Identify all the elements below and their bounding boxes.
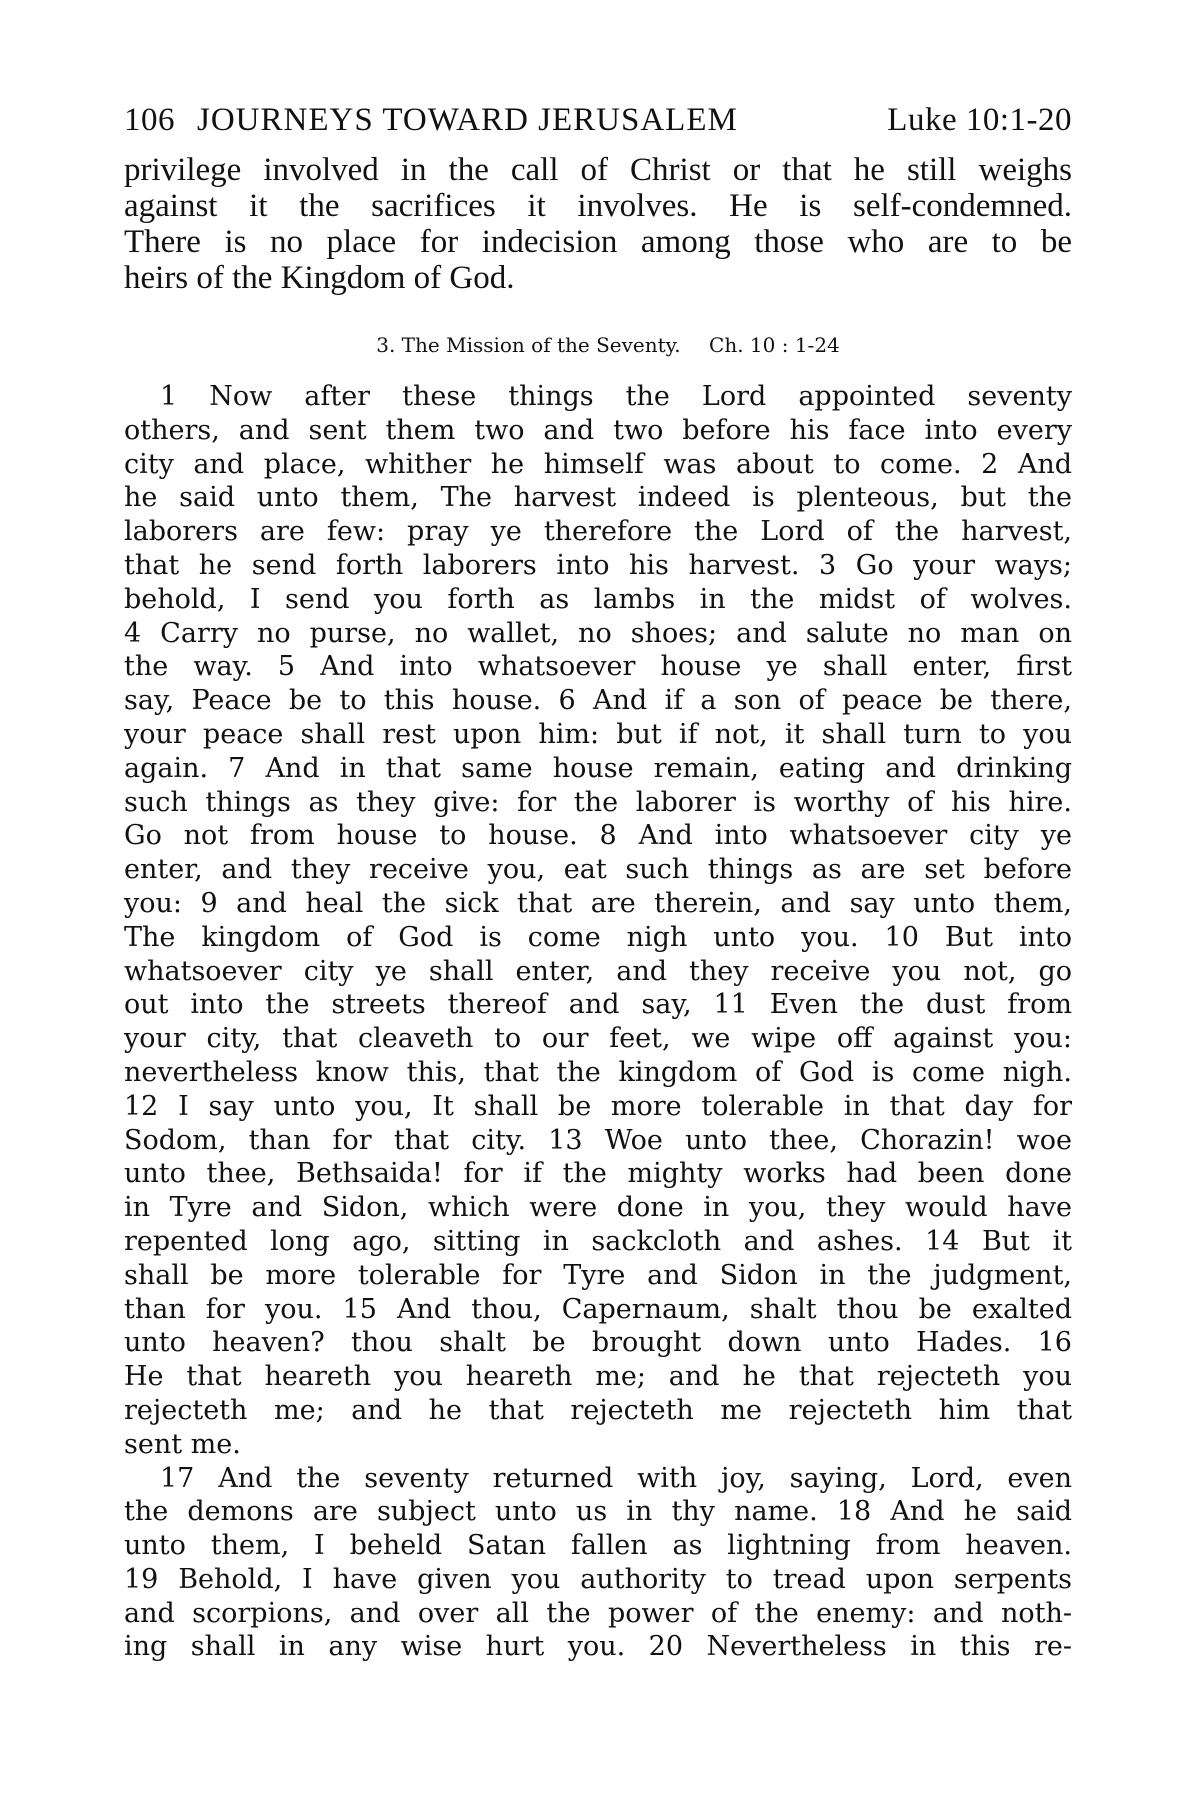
section-reference: Ch. 10 : 1-24 — [709, 333, 840, 357]
page-number: 106 — [124, 102, 175, 138]
scripture-reference: Luke 10:1-20 — [887, 102, 1072, 138]
verse-line: behold, I send you forth as lambs in the midst of wolves. — [124, 583, 1072, 615]
verse-line: say, Peace be to this house. 6 And if a son of peace be there, — [124, 685, 1072, 717]
verse-line: repented long ago, sitting in sackcloth and ashes. 14 But it — [124, 1225, 1072, 1257]
verse-line: unto them, I beheld Satan fallen as lightning from heaven. — [124, 1530, 1072, 1562]
verse-line: 4 Carry no purse, no wallet, no shoes; and salute no man on — [124, 617, 1072, 649]
intro-paragraph — [124, 152, 1072, 296]
verse-line: the way. 5 And into whatsoever house ye shall enter, first — [124, 651, 1072, 683]
verse-line: your city, that cleaveth to our feet, we wipe off against you: — [124, 1023, 1072, 1055]
verse-line: than for you. 15 And thou, Capernaum, shalt thou be exalted — [124, 1293, 1072, 1325]
verse-line: Go not from house to house. 8 And into whatsoever city ye — [124, 820, 1072, 852]
verse-line: your peace shall rest upon him: but if not, it shall turn to you — [124, 718, 1072, 750]
verse-line: 12 I say unto you, It shall be more tolerable in that day for — [124, 1090, 1072, 1122]
verse-line: 17 And the seventy returned with joy, saying, Lord, even — [160, 1462, 1072, 1494]
verse-line: the demons are subject unto us in thy name. 18 And he said — [124, 1496, 1072, 1528]
verse-line: rejecteth me; and he that rejecteth me rejecteth him that — [124, 1394, 1072, 1426]
book-title: JOURNEYS TOWARD JERUSALEM — [197, 102, 738, 138]
verse-line: enter, and they receive you, eat such things as are set before — [124, 854, 1072, 886]
verse-line: you: 9 and heal the sick that are therein, and say unto them, — [124, 887, 1072, 919]
section-heading — [124, 330, 1072, 360]
verse-line: that he send forth laborers into his harvest. 3 Go your ways; — [124, 549, 1072, 581]
running-head — [124, 100, 1072, 140]
verse-line: He that heareth you heareth me; and he that rejecteth you — [124, 1361, 1072, 1393]
verse-line: shall be more tolerable for Tyre and Sidon in the judgment, — [124, 1259, 1072, 1291]
verse-line: such things as they give: for the laborer is worthy of his hire. — [124, 786, 1072, 818]
verse-line: The kingdom of God is come nigh unto you. 10 But into — [124, 921, 1072, 953]
section-title: 3. The Mission of the Seventy. — [376, 333, 681, 357]
verse-line: Sodom, than for that city. 13 Woe unto thee, Chorazin! woe — [124, 1124, 1072, 1156]
verse-line: in Tyre and Sidon, which were done in you, they would have — [124, 1192, 1072, 1224]
verse-line: again. 7 And in that same house remain, eating and drinking — [124, 752, 1072, 784]
verse-line: others, and sent them two and two before his face into every — [124, 414, 1072, 446]
verse-line: city and place, whither he himself was about to come. 2 And — [124, 448, 1072, 480]
scripture-passage — [124, 380, 1072, 1664]
verse-line: sent me. — [124, 1428, 241, 1460]
verse-line: ing shall in any wise hurt you. 20 Nevertheless in this re- — [124, 1631, 1072, 1663]
verse-line: 1 Now after these things the Lord appointed seventy — [160, 381, 1072, 412]
text-line: heirs of the Kingdom of God. — [124, 260, 515, 296]
text-line: against it the sacrifices it involves. He is self-condemned. — [124, 188, 1072, 224]
book-page — [124, 100, 1072, 1664]
verse-line: unto thee, Bethsaida! for if the mighty works had been done — [124, 1158, 1072, 1190]
text-line: privilege involved in the call of Christ or that he still weighs — [124, 152, 1072, 188]
verse-line: unto heaven? thou shalt be brought down unto Hades. 16 — [124, 1327, 1072, 1359]
text-line: There is no place for indecision among those who are to be — [124, 224, 1072, 260]
verse-line: whatsoever city ye shall enter, and they receive you not, go — [124, 955, 1072, 987]
verse-line: and scorpions, and over all the power of the enemy: and noth- — [124, 1597, 1072, 1629]
verse-line: he said unto them, The harvest indeed is plenteous, but the — [124, 482, 1072, 514]
verse-line: laborers are few: pray ye therefore the Lord of the harvest, — [124, 516, 1072, 548]
verse-line: nevertheless know this, that the kingdom of God is come nigh. — [124, 1056, 1072, 1088]
verse-line: 19 Behold, I have given you authority to tread upon serpents — [124, 1563, 1072, 1595]
verse-line: out into the streets thereof and say, 11 Even the dust from — [124, 989, 1072, 1021]
